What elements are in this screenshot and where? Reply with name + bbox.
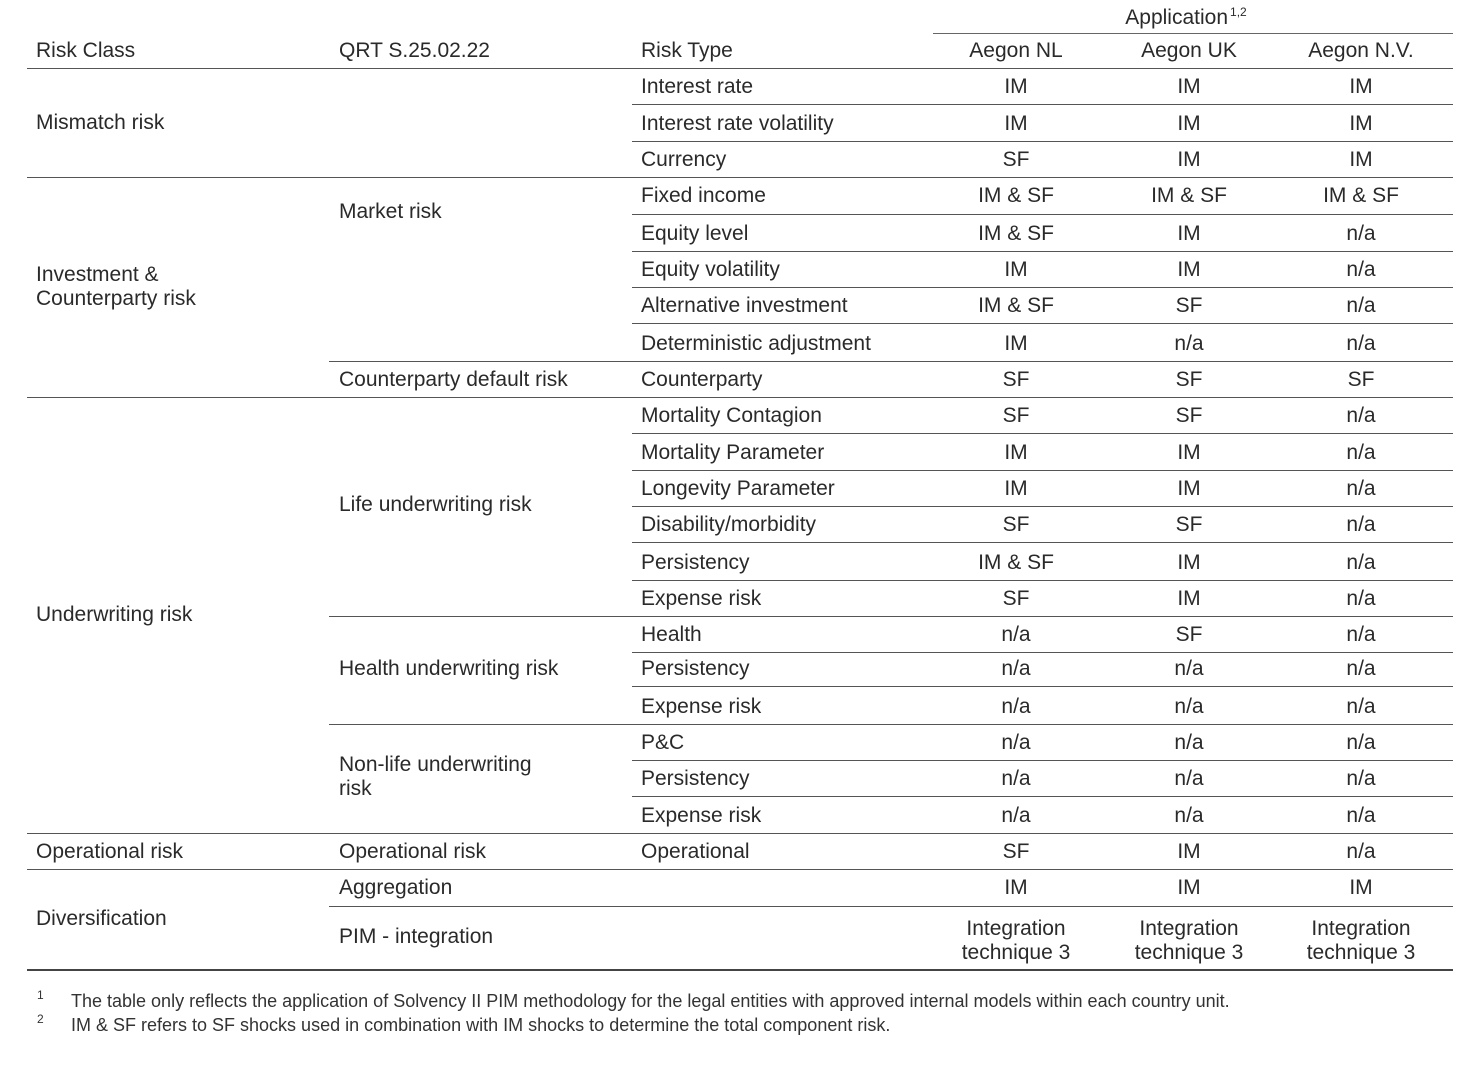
risk-type-cell: Mortality Contagion: [641, 404, 822, 427]
table-rule: [632, 796, 1453, 797]
entity-value-cell: IM: [1349, 148, 1373, 171]
entity-value-cell: n/a: [1346, 551, 1376, 574]
entity-value-cell: IM: [1177, 477, 1201, 500]
qrt-group-cell: Market risk: [339, 200, 442, 223]
risk-type-cell: Expense risk: [641, 804, 762, 827]
entity-value-cell: n/a: [1346, 294, 1376, 317]
table-rule: [329, 724, 1453, 725]
table-rule: [27, 869, 1453, 870]
table-rule: [27, 833, 1453, 834]
risk-type-cell: Equity volatility: [641, 258, 780, 281]
table-rule: [27, 68, 1453, 69]
entity-value-cell: SF: [1002, 404, 1030, 427]
entity-value-cell: n/a: [1346, 332, 1376, 355]
application-label: Application: [1125, 6, 1229, 29]
table-rule: [632, 104, 1453, 105]
entity-value-cell: SF: [1002, 368, 1030, 391]
entity-value-cell: n/a: [1346, 222, 1376, 245]
entity-value-cell: IM: [1004, 112, 1028, 135]
entity-value-cell: IM: [1177, 441, 1201, 464]
entity-value-cell: n/a: [1001, 804, 1031, 827]
entity-value-cell: SF: [1175, 368, 1203, 391]
table-rule: [632, 470, 1453, 471]
risk-class-cell: Investment & Counterparty risk: [36, 263, 196, 310]
risk-type-cell: Alternative investment: [641, 294, 848, 317]
entity-value-cell: n/a: [1001, 731, 1031, 754]
entity-value-cell: n/a: [1001, 767, 1031, 790]
table-rule: [632, 141, 1453, 142]
entity-value-cell: SF: [1175, 294, 1203, 317]
entity-value-cell: SF: [1175, 623, 1203, 646]
risk-type-cell: Interest rate volatility: [641, 112, 834, 135]
risk-type-cell: Currency: [641, 148, 727, 171]
header-risk-class: Risk Class: [36, 39, 136, 62]
risk-type-cell: Deterministic adjustment: [641, 332, 871, 355]
entity-value-cell: IM & SF: [978, 222, 1054, 245]
header-risk-type: Risk Type: [641, 39, 733, 62]
qrt-group-cell: Life underwriting risk: [339, 493, 532, 516]
table-rule: [632, 323, 1453, 324]
entity-value-cell: IM & SF: [1323, 184, 1399, 207]
risk-type-cell: P&C: [641, 731, 685, 754]
application-header: [1086, 0, 1286, 30]
risk-type-cell: Persistency: [641, 767, 750, 790]
risk-class-cell: Mismatch risk: [36, 111, 165, 134]
entity-value-cell: SF: [1002, 513, 1030, 536]
table-rule: [632, 686, 1453, 687]
table-rule: [933, 33, 1453, 34]
risk-type-cell: Interest rate: [641, 75, 754, 98]
risk-type-cell: Counterparty: [641, 368, 763, 391]
entity-value-cell: SF: [1347, 368, 1375, 391]
header-qrt: QRT S.25.02.22: [339, 39, 490, 62]
entity-value-cell: n/a: [1001, 623, 1031, 646]
entity-value-cell: n/a: [1346, 587, 1376, 610]
entity-value-cell: IM: [1177, 587, 1201, 610]
risk-type-cell: Expense risk: [641, 587, 762, 610]
table-rule: [27, 177, 1453, 178]
entity-value-cell: n/a: [1174, 804, 1204, 827]
entity-value-cell: SF: [1002, 587, 1030, 610]
entity-value-cell: n/a: [1346, 657, 1376, 680]
entity-value-cell: IM: [1349, 75, 1373, 98]
entity-value-cell: IM: [1177, 876, 1201, 899]
entity-value-cell: Integration technique 3: [1306, 917, 1416, 964]
footnote-text: IM & SF refers to SF shocks used in combination with IM shocks to determine the total component risk.: [71, 1015, 891, 1035]
risk-type-cell: Expense risk: [641, 695, 762, 718]
risk-type-cell: Health: [641, 623, 702, 646]
entity-value-cell: n/a: [1346, 513, 1376, 536]
table-rule: [329, 906, 1453, 907]
entity-value-cell: IM: [1177, 222, 1201, 245]
entity-value-cell: IM: [1004, 477, 1028, 500]
entity-value-cell: n/a: [1346, 840, 1376, 863]
entity-value-cell: IM: [1349, 876, 1373, 899]
table-rule: [632, 433, 1453, 434]
entity-value-cell: n/a: [1174, 657, 1204, 680]
table-rule: [632, 214, 1453, 215]
entity-value-cell: n/a: [1346, 623, 1376, 646]
entity-value-cell: IM: [1004, 332, 1028, 355]
entity-value-cell: IM: [1177, 551, 1201, 574]
risk-type-cell: Longevity Parameter: [641, 477, 835, 500]
application-footnote-ref: 1,2: [1230, 5, 1247, 19]
entity-value-cell: IM: [1177, 112, 1201, 135]
qrt-group-cell: Health underwriting risk: [339, 657, 559, 680]
table-rule: [27, 397, 1453, 398]
qrt-group-cell: Operational risk: [339, 840, 487, 863]
entity-value-cell: IM: [1177, 148, 1201, 171]
entity-value-cell: n/a: [1001, 695, 1031, 718]
risk-type-cell: Disability/morbidity: [641, 513, 817, 536]
table-rule: [632, 251, 1453, 252]
entity-value-cell: IM: [1177, 840, 1201, 863]
table-rule: [632, 760, 1453, 761]
risk-type-cell: Equity level: [641, 222, 749, 245]
entity-value-cell: SF: [1002, 840, 1030, 863]
footnote-number: 1: [37, 988, 44, 1002]
table-rule: [27, 969, 1453, 971]
entity-value-cell: IM: [1004, 75, 1028, 98]
entity-value-cell: IM: [1177, 75, 1201, 98]
entity-value-cell: n/a: [1346, 731, 1376, 754]
entity-value-cell: IM & SF: [978, 294, 1054, 317]
header-entity: Aegon NL: [969, 39, 1063, 62]
table-rule: [632, 580, 1453, 581]
header-entity: Aegon N.V.: [1308, 39, 1414, 62]
risk-class-cell: Diversification: [36, 907, 167, 930]
table-rule: [632, 506, 1453, 507]
entity-value-cell: n/a: [1346, 441, 1376, 464]
entity-value-cell: SF: [1002, 148, 1030, 171]
entity-value-cell: n/a: [1174, 695, 1204, 718]
entity-value-cell: n/a: [1174, 767, 1204, 790]
entity-value-cell: n/a: [1001, 657, 1031, 680]
risk-class-cell: Operational risk: [36, 840, 184, 863]
entity-value-cell: n/a: [1174, 731, 1204, 754]
risk-class-cell: Underwriting risk: [36, 603, 193, 626]
table-rule: [632, 652, 1453, 653]
entity-value-cell: IM: [1004, 441, 1028, 464]
table-rule: [632, 542, 1453, 543]
entity-value-cell: Integration technique 3: [1134, 917, 1244, 964]
entity-value-cell: IM & SF: [978, 551, 1054, 574]
footnote: [37, 1012, 891, 1037]
risk-type-cell: Fixed income: [641, 184, 766, 207]
entity-value-cell: IM: [1004, 258, 1028, 281]
entity-value-cell: n/a: [1346, 695, 1376, 718]
risk-type-cell: Persistency: [641, 551, 750, 574]
entity-value-cell: n/a: [1346, 804, 1376, 827]
entity-value-cell: IM & SF: [1151, 184, 1227, 207]
entity-value-cell: n/a: [1346, 258, 1376, 281]
header-entity: Aegon UK: [1141, 39, 1237, 62]
entity-value-cell: n/a: [1346, 767, 1376, 790]
entity-value-cell: n/a: [1346, 404, 1376, 427]
qrt-group-cell: Non-life underwriting risk: [339, 753, 532, 800]
risk-type-cell: Persistency: [641, 657, 750, 680]
entity-value-cell: IM: [1004, 876, 1028, 899]
qrt-group-cell: Aggregation: [339, 876, 453, 899]
entity-value-cell: SF: [1175, 404, 1203, 427]
footnote-text: The table only reflects the application of Solvency II PIM methodology for the legal entities with approved internal models within each country unit.: [71, 991, 1230, 1011]
table-rule: [632, 287, 1453, 288]
qrt-group-cell: PIM - integration: [339, 925, 494, 948]
footnote: [37, 988, 1230, 1013]
entity-value-cell: IM & SF: [978, 184, 1054, 207]
table-rule: [329, 616, 1453, 617]
entity-value-cell: SF: [1175, 513, 1203, 536]
risk-type-cell: Operational: [641, 840, 750, 863]
entity-value-cell: n/a: [1174, 332, 1204, 355]
entity-value-cell: IM: [1177, 258, 1201, 281]
entity-value-cell: n/a: [1346, 477, 1376, 500]
footnote-number: 2: [37, 1012, 44, 1026]
entity-value-cell: IM: [1349, 112, 1373, 135]
table-rule: [329, 361, 1453, 362]
risk-type-cell: Mortality Parameter: [641, 441, 825, 464]
entity-value-cell: Integration technique 3: [961, 917, 1071, 964]
qrt-group-cell: Counterparty default risk: [339, 368, 568, 391]
